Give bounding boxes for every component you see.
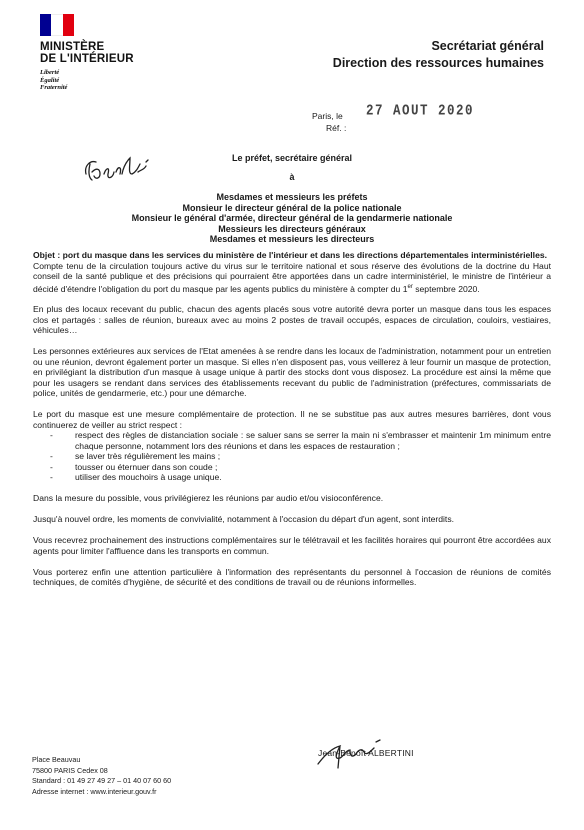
ministry-name-line1: MINISTÈRE	[40, 41, 105, 53]
ministry-logo	[40, 14, 160, 92]
date-stamp: 27 AOUT 2020	[366, 102, 475, 120]
handwritten-signature-icon	[310, 738, 390, 779]
recipient: Monsieur le général d'armée, directeur général de la gendarmerie nationale	[131, 213, 453, 224]
list-item-text: tousser ou éternuer dans son coude ;	[75, 461, 218, 472]
department-line2: Direction des ressources humaines	[332, 56, 544, 70]
list-item-text: respect des règles de distanciation sociale : se saluer sans se serrer la main ni s'embrasser et maintenir 1m minimum entre chaque personne, notamment lors des réunions et dans les espaces de restauration ;	[75, 430, 551, 451]
department-header	[333, 38, 544, 72]
paragraph-telework: Vous recevrez prochainement des instructions complémentaires sur le télétravail et les facilités horaires qui pourront être accordées aux agents pour limiter l'affluence dans les transports en commun.	[33, 535, 551, 556]
list-item: - se laver très régulièrement les mains ;	[50, 451, 221, 462]
recipient: Mesdames et messieurs les directeurs	[209, 234, 375, 245]
paragraph-meetings: Dans la mesure du possible, vous privilégierez les réunions par audio et/ou visioconférence.	[33, 493, 384, 504]
motto-liberte: Liberté	[40, 69, 60, 76]
place-city: Paris, le	[312, 111, 343, 121]
address-line: Place Beauvau	[32, 755, 81, 764]
letter-body	[33, 250, 551, 598]
recipient: Monsieur le directeur général de la police nationale	[182, 202, 402, 213]
republic-motto	[40, 69, 160, 92]
list-item-text: se laver très régulièrement les mains ;	[75, 451, 221, 462]
paragraph-conviviality: Jusqu'à nouvel ordre, les moments de convivialité, notamment à l'occasion du départ d'un agent, sont interdits.	[33, 514, 455, 525]
address-line: Adresse internet : www.interieur.gouv.fr	[32, 786, 157, 796]
signatory-name: Jean-Benoît ALBERTINI	[318, 748, 414, 758]
ministry-name	[40, 41, 160, 65]
paragraph-barrier-measures: Le port du masque est une mesure complémentaire de protection. Il ne se substitue pas aux autres mesures barrières, dont vous continuerez de veiller au strict respect :	[33, 409, 551, 430]
list-item-text: utiliser des mouchoirs à usage unique.	[75, 472, 222, 483]
recipients-list	[0, 192, 584, 245]
list-item: - respect des règles de distanciation sociale : se saluer sans se serrer la main ni s'embrasser et maintenir 1m minimum entre chaque personne, notamment lors des réunions et dans les espaces de restauration ;	[50, 430, 551, 451]
motto-egalite: Égalité	[40, 76, 60, 84]
address-line: 75800 PARIS Cedex 08	[32, 765, 108, 775]
barrier-measures-list	[33, 430, 551, 483]
paragraph-context: Compte tenu de la circulation toujours active du virus sur le territoire national et sous réserve des évolutions de la doctrine du Haut conseil de la santé publique et des précisions qui pourraient être apportées dans un cadre interministériel, le ministre de l'intérieur a décidé d'étendre l'obligation du port du masque par les agents publics du ministère à compter du 1er septembre 2020.	[33, 260, 551, 294]
paragraph-visitors: Les personnes extérieures aux services de l'Etat amenées à se rendre dans les locaux de l'administration, notamment pour un entretien ou une réunion, devront également porter un masque. Si elles n'en disposent pas, vous veillerez à leur fournir un masque de protection, en privilégiant la distribution d'un masque à usage unique à partir des stocks dont vous disposez. La procédure est ainsi la même que pour les usagers se rendant dans services des établissements recevant du public de l'administration (préfectures, commissariats de police, unités de gendarmerie, etc.) pour une démarche.	[33, 346, 551, 399]
ministry-name-line2: DE L'INTÉRIEUR	[40, 53, 134, 65]
paragraph-representatives: Vous porterez enfin une attention particulière à l'information des représentants du personnel à l'occasion de réunions de comités techniques, de comités d'hygiène, de sécurité et des conditions de travail ou de réunions informelles.	[33, 566, 551, 588]
list-item: - tousser ou éternuer dans son coude ;	[50, 461, 218, 472]
motto-fraternite: Fraternité	[40, 84, 68, 91]
recipient: Messieurs les directeurs généraux	[218, 223, 366, 234]
recipient: Mesdames et messieurs les préfets	[216, 192, 368, 202]
address-footer	[32, 755, 171, 797]
paragraph-scope: En plus des locaux recevant du public, chacun des agents placés sous votre autorité devra porter un masque dans tous les espaces clos et partagés : salles de réunion, bureaux avec au moins 2 postes de travail occupés, espaces de circulation, couloirs, vestiaires, véhicules…	[33, 304, 551, 336]
department-line1: Secrétariat général	[431, 39, 544, 53]
to-line: à	[289, 172, 295, 182]
reference-label: Réf. :	[326, 123, 347, 133]
place-reference	[312, 110, 346, 134]
subject-line: Objet : port du masque dans les services du ministère de l'intérieur et dans les directions départementales interministérielles.	[33, 250, 548, 260]
list-item: - utiliser des mouchoirs à usage unique.	[50, 472, 222, 483]
address-line: Standard : 01 49 27 49 27 – 01 40 07 60 60	[32, 776, 172, 785]
sender-title: Le préfet, secrétaire général	[231, 153, 353, 163]
republique-francaise-logo-icon	[40, 14, 74, 36]
